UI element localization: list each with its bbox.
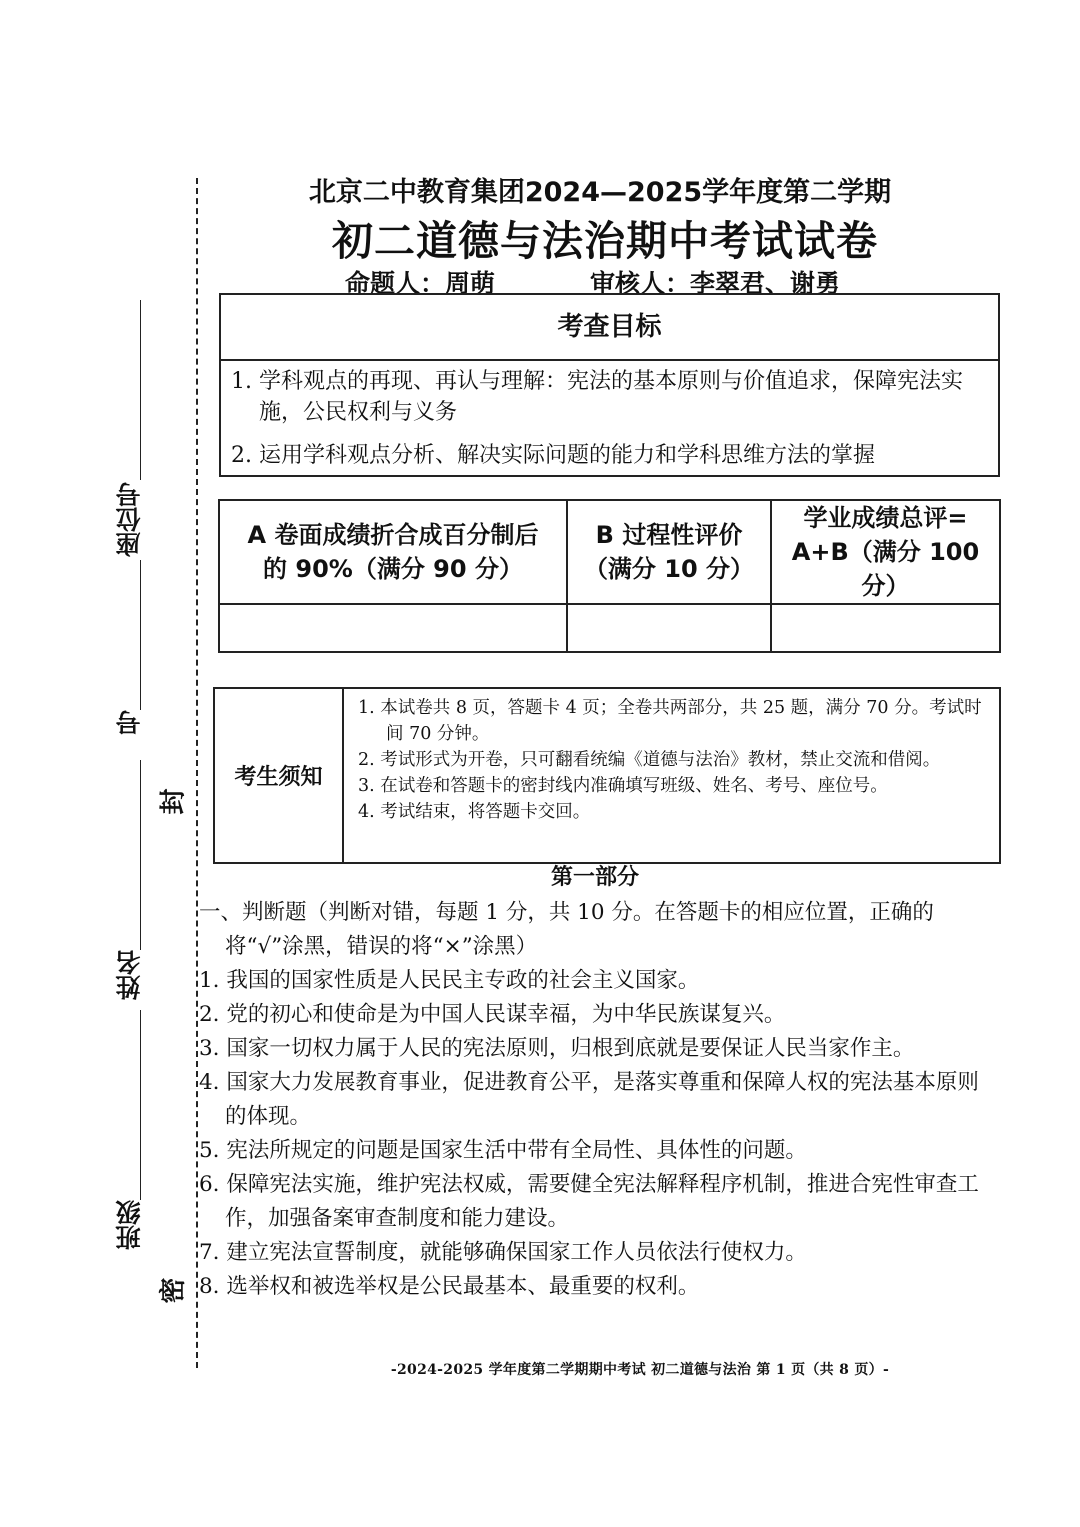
score-col-b-line1: B 过程性评价 bbox=[595, 521, 743, 549]
score-cell-a[interactable] bbox=[219, 604, 567, 652]
score-cell-b[interactable] bbox=[567, 604, 771, 652]
author-line: 命题人：周萌 bbox=[345, 269, 496, 298]
score-col-c-line2: A+B（满分 100 分） bbox=[791, 538, 980, 600]
exam-number-fill-line bbox=[140, 760, 141, 950]
objectives-title: 考查目标 bbox=[221, 295, 998, 361]
question-item: 6. 保障宪法实施，维护宪法权威，需要健全宪法解释程序机制，推进合宪性审查工作，加强备案审查制度和能力建设。 bbox=[199, 1172, 979, 1231]
exam-title: 初二道德与法治期中考试试卷 bbox=[332, 217, 878, 265]
candidate-notice-list bbox=[344, 689, 999, 862]
score-col-c-header bbox=[771, 500, 1000, 604]
score-col-b-line2: （满分 10 分） bbox=[583, 555, 755, 583]
question-item: 2. 党的初心和使命是为中国人民谋幸福，为中华民族谋复兴。 bbox=[199, 1002, 786, 1027]
question-item: 4. 国家大力发展教育事业，促进教育公平，是落实尊重和保障人权的宪法基本原则的体现。 bbox=[199, 1070, 979, 1129]
notice-item: 1. 本试卷共 8 页，答题卡 4 页；全卷共两部分，共 25 题，满分 70 分。考试时间 70 分钟。 bbox=[358, 698, 982, 744]
exam-number-label: 号 bbox=[115, 710, 144, 735]
seat-fill-line-lower bbox=[140, 560, 141, 710]
score-col-a-line1: A 卷面成绩折合成百分制后 bbox=[247, 521, 539, 549]
candidate-notice-label: 考生须知 bbox=[215, 689, 344, 862]
notice-item: 3. 在试卷和答题卡的密封线内准确填写班级、姓名、考号、座位号。 bbox=[358, 776, 888, 796]
section-heading: 一、判断题（判断对错，每题 1 分，共 10 分。在答题卡的相应位置，正确的将“√”涂黑，错误的将“×”涂黑） bbox=[199, 900, 934, 959]
seat-fill-line bbox=[140, 300, 141, 480]
exam-header-school: 北京二中教育集团2024—2025学年度第二学期 bbox=[308, 177, 892, 208]
name-label: 姓名 bbox=[115, 950, 144, 1000]
seal-char-feng: 封 bbox=[158, 788, 189, 815]
seat-label: 座位号 bbox=[115, 482, 144, 557]
objective-item: 2. 运用学科观点分析、解决实际问题的能力和学科思维方法的掌握 bbox=[231, 443, 875, 468]
question-item: 3. 国家一切权力属于人民的宪法原则，归根到底就是要保证人民当家作主。 bbox=[199, 1036, 915, 1061]
score-col-c-line1: 学业成绩总评= bbox=[803, 504, 968, 532]
score-col-a-header bbox=[219, 500, 567, 604]
candidate-notice-box bbox=[213, 687, 1001, 864]
score-col-a-line2: 的 90%（满分 90 分） bbox=[263, 555, 523, 583]
objective-item: 1. 学科观点的再现、再认与理解：宪法的基本原则与价值追求，保障宪法实施，公民权利与义务 bbox=[231, 369, 963, 425]
score-table bbox=[218, 499, 1001, 653]
class-label: 班级 bbox=[115, 1200, 144, 1250]
question-item: 8. 选举权和被选举权是公民最基本、最重要的权利。 bbox=[199, 1274, 700, 1299]
question-item: 7. 建立宪法宣誓制度，就能够确保国家工作人员依法行使权力。 bbox=[199, 1240, 807, 1265]
notice-item: 2. 考试形式为开卷，只可翻看统编《道德与法治》教材，禁止交流和借阅。 bbox=[358, 750, 941, 770]
class-fill-line-top bbox=[140, 1150, 141, 1200]
reviewer-line: 审核人：李翠君、谢勇 bbox=[590, 269, 841, 298]
notice-item: 4. 考试结束，将答题卡交回。 bbox=[358, 802, 591, 822]
objectives-box bbox=[219, 293, 1000, 477]
score-cell-total[interactable] bbox=[771, 604, 1000, 652]
question-item: 1. 我国的国家性质是人民民主专政的社会主义国家。 bbox=[199, 968, 700, 993]
seal-dashed-line bbox=[196, 178, 198, 1368]
page-footer: -2024-2025 学年度第二学期期中考试 初二道德与法治 第 1 页（共 8 页）- bbox=[390, 1362, 890, 1378]
part1-title: 第一部分 bbox=[550, 865, 639, 890]
score-col-b-header bbox=[567, 500, 771, 604]
question-item: 5. 宪法所规定的问题是国家生活中带有全局性、具体性的问题。 bbox=[199, 1138, 807, 1163]
question-list bbox=[199, 896, 999, 1304]
seal-char-mi: 密 bbox=[158, 1277, 189, 1304]
